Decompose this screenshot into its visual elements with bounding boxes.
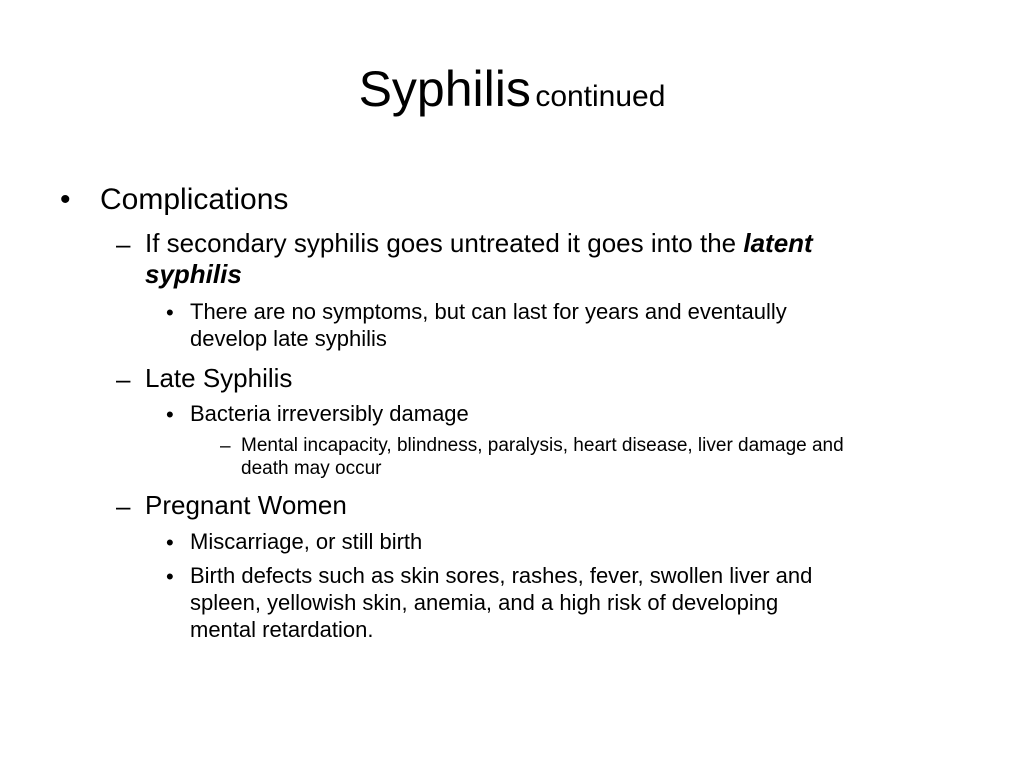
dash-icon: – xyxy=(116,364,131,394)
secondary-text: If secondary syphilis goes untreated it goes into the xyxy=(145,228,744,258)
list-item-pregnant-women: Pregnant Women xyxy=(145,490,347,520)
bullet-icon: • xyxy=(166,564,174,589)
list-item-miscarriage: Miscarriage, or still birth xyxy=(190,529,423,554)
bullet-icon: • xyxy=(166,530,174,555)
list-item-birth-defects-line2: spleen, yellowish skin, anemia, and a high risk of developing xyxy=(190,590,779,615)
dash-icon: – xyxy=(116,491,131,521)
dash-icon: – xyxy=(220,436,231,457)
bullet-icon: • xyxy=(166,402,174,427)
list-item-secondary-line2: syphilis xyxy=(145,259,242,289)
slide-title-main: Syphilis xyxy=(358,61,531,117)
latent-emphasis: latent xyxy=(743,228,813,258)
bullet-icon: • xyxy=(166,300,174,325)
list-item-no-symptoms-line1: There are no symptoms, but can last for years and eventaully xyxy=(190,299,787,324)
list-item-secondary-line1 xyxy=(145,229,813,258)
dash-icon: – xyxy=(116,229,131,259)
bullet-icon: • xyxy=(60,183,71,216)
list-item-bacteria: Bacteria irreversibly damage xyxy=(190,401,469,426)
list-item-effects-line1: Mental incapacity, blindness, paralysis, heart disease, liver damage and xyxy=(241,435,844,456)
list-item-no-symptoms-line2: develop late syphilis xyxy=(190,326,387,351)
list-item-complications: Complications xyxy=(100,183,289,216)
slide-title-suffix: continued xyxy=(535,80,666,113)
list-item-late-syphilis: Late Syphilis xyxy=(145,363,293,393)
list-item-birth-defects-line3: mental retardation. xyxy=(190,617,374,642)
list-item-birth-defects-line1: Birth defects such as skin sores, rashes, fever, swollen liver and xyxy=(190,563,813,588)
list-item-effects-line2: death may occur xyxy=(241,458,382,479)
